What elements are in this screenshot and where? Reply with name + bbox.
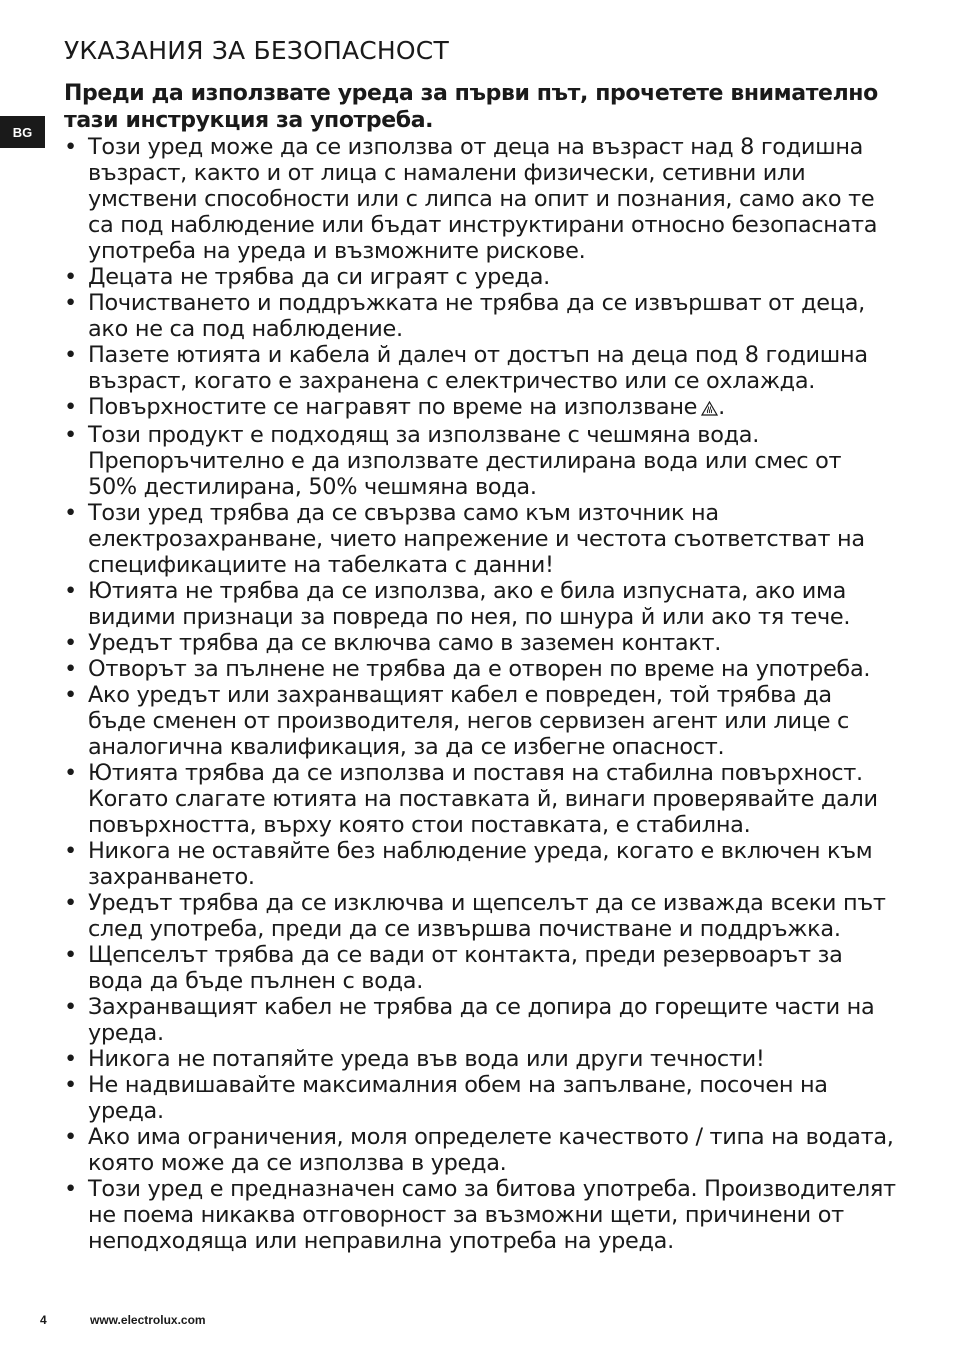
list-item — [64, 394, 896, 422]
list-item — [64, 290, 896, 342]
list-item — [64, 1072, 896, 1124]
list-item — [64, 682, 896, 760]
list-item — [64, 342, 896, 394]
list-item-text: Отворът за пълнене не трябва да е отворен по време на употреба. — [88, 656, 871, 682]
list-item-text: Никога не потапяйте уреда във вода или други течности! — [88, 1046, 765, 1072]
list-item — [64, 422, 896, 500]
language-tab: BG — [0, 116, 45, 148]
list-item-suffix: . — [718, 394, 725, 420]
list-item-text: Уредът трябва да се изключва и щепселът да се изважда всеки път след употреба, преди да се извършва почистване и поддръжка. — [88, 890, 886, 942]
website-link[interactable]: www.electrolux.com — [90, 1313, 206, 1327]
list-item-text: Щепселът трябва да се вади от контакта, преди резервоарът за вода да бъде пълнен с вода. — [88, 942, 843, 994]
safety-instructions — [64, 80, 896, 1254]
list-item-text: Ако има ограничения, моля определете качеството / типа на водата, която може да се използва в уреда. — [88, 1124, 894, 1176]
list-item — [64, 264, 896, 290]
list-item-text: Захранващият кабел не трябва да се допира до горещите части на уреда. — [88, 994, 875, 1046]
list-item-text: Уредът трябва да се включва само в заземен контакт. — [88, 630, 722, 656]
list-item — [64, 760, 896, 838]
list-item — [64, 838, 896, 890]
list-item-text: Повърхностите се награвят по време на използване — [88, 394, 698, 420]
list-item-text: Почистването и поддръжката не трябва да се извършват от деца, ако не са под наблюдение. — [88, 290, 865, 342]
list-item-text: Никога не оставяйте без наблюдение уреда, когато е включен към захранването. — [88, 838, 873, 890]
list-item — [64, 630, 896, 656]
list-item — [64, 1176, 896, 1254]
list-item — [64, 500, 896, 578]
page-title: УКАЗАНИЯ ЗА БЕЗОПАСНОСТ — [64, 36, 449, 65]
list-item-text: Ютията трябва да се използва и поставя на стабилна повърхност. Когато слагате ютията на поставката й, винаги проверявайте дали повърхността, върху която стои поставката, е стабилна. — [88, 760, 878, 838]
list-item-text: Този уред трябва да се свързва само към източник на електрозахранване, чието напрежение и честота съответстват на спецификациите на табелката с данни! — [88, 500, 865, 578]
safety-list — [64, 134, 896, 1254]
list-item — [64, 134, 896, 264]
list-item-text: Този уред е предназначен само за битова употреба. Производителят не поема никаква отговорност за възможни щети, причинени от неподходяща или неправилна употреба на уреда. — [88, 1176, 896, 1254]
list-item — [64, 1124, 896, 1176]
list-item — [64, 578, 896, 630]
list-item-text: Този продукт е подходящ за използване с чешмяна вода. Препоръчително е да използвате дестилирана вода или смес от 50% дестилирана, 50% чешмяна вода. — [88, 422, 842, 500]
list-item — [64, 890, 896, 942]
list-item-text: Децата не трябва да си играят с уреда. — [88, 264, 550, 290]
list-item-text: Пазете ютията и кабела й далеч от достъп на деца под 8 годишна възраст, когато е захранена с електричество или се охлажда. — [88, 342, 868, 394]
list-item-text: Ако уредът или захранващият кабел е повреден, той трябва да бъде сменен от производителя, негов сервизен агент или лице с аналогична квалификация, за да се избегне опасност. — [88, 682, 850, 760]
list-item — [64, 994, 896, 1046]
intro-text: Преди да използвате уреда за първи път, прочетете внимателно тази инструкция за употреба. — [64, 81, 878, 133]
list-item — [64, 942, 896, 994]
hot-surface-warning-icon — [701, 396, 718, 422]
list-item — [64, 656, 896, 682]
list-item-text: Ютията не трябва да се използва, ако е била изпусната, ако има видими признаци за повреда по нея, по шнура й или ако тя тече. — [88, 578, 851, 630]
page-number: 4 — [40, 1313, 47, 1327]
list-item-text: Този уред може да се използва от деца на възраст над 8 годишна възраст, както и от лица с намалени физически, сетивни или умствени способности или с липса на опит и познания, само ако те са под наблюдение или бъдат инструктирани относно безопасната употреба на уреда и възможните рискове. — [88, 134, 878, 264]
list-item-text: Не надвишавайте максималния обем на запълване, посочен на уреда. — [88, 1072, 828, 1124]
list-item — [64, 1046, 896, 1072]
